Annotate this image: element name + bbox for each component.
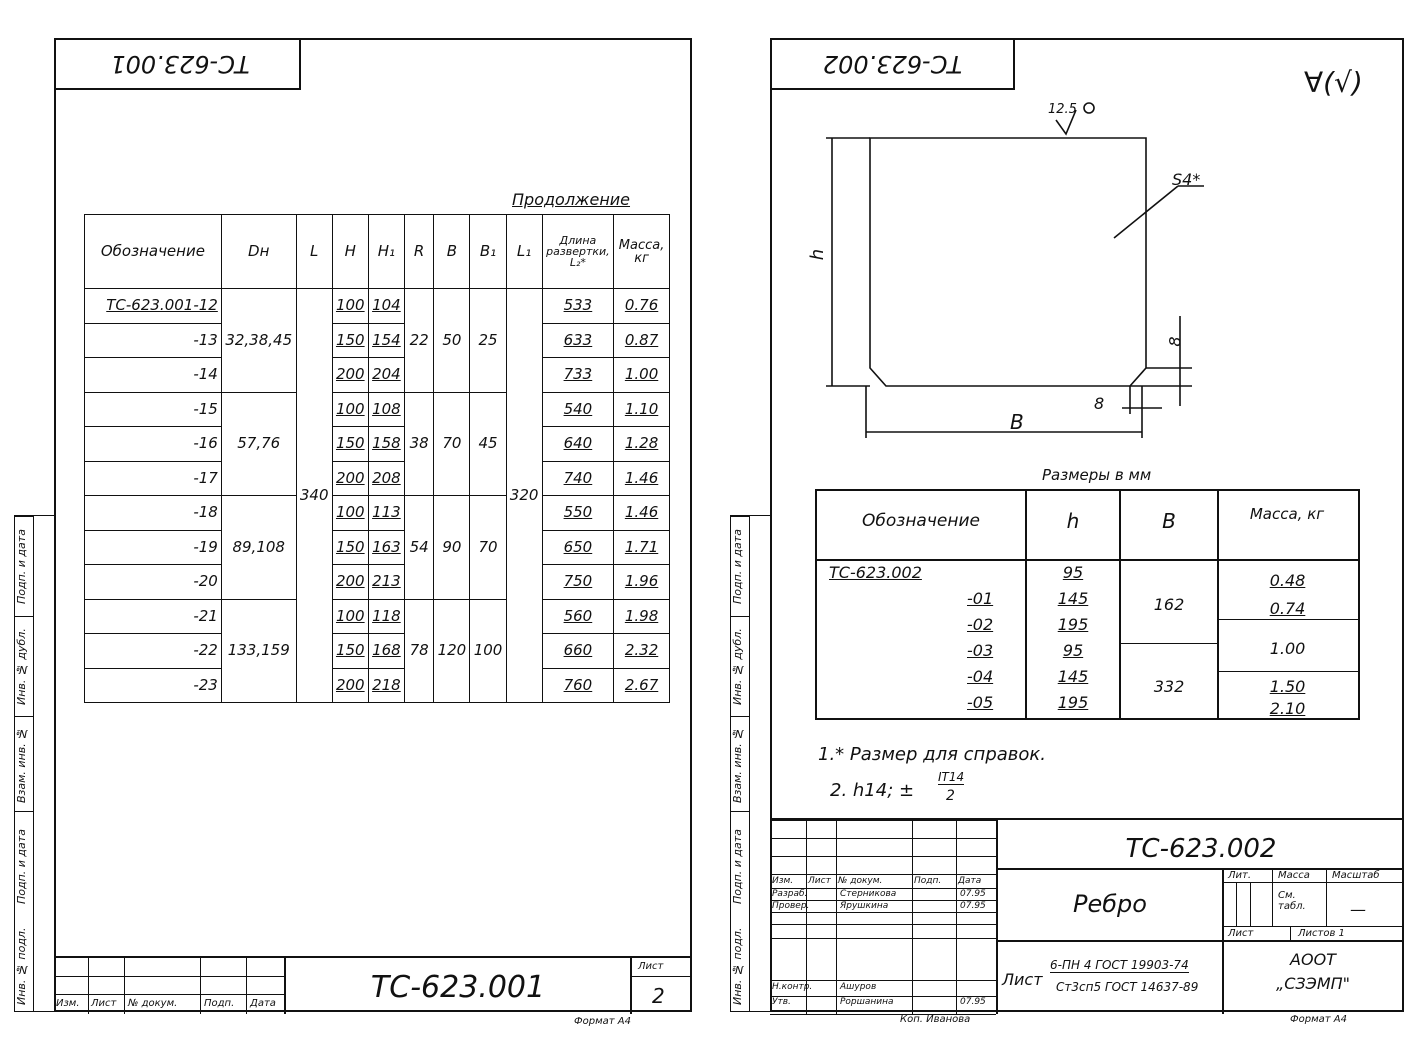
- rt-row-designation: -03: [967, 641, 994, 660]
- cell-dn: 89,108: [221, 496, 296, 600]
- left-side-label-1: Подп. и дата: [15, 516, 33, 617]
- tb-org1: АООТ: [1290, 950, 1336, 969]
- tb-code: ТС-623.002: [1125, 834, 1277, 864]
- cell-h1: 154: [368, 323, 404, 358]
- tb-mass-col: [1272, 868, 1273, 926]
- rt-row-h: 95: [1062, 563, 1084, 582]
- rib-dim-8-vertical: 8: [1165, 336, 1185, 347]
- cell-h: 100: [332, 496, 368, 531]
- tb-col-label: Дата: [958, 876, 982, 886]
- right-code-box-text: ТС-623.002: [822, 50, 963, 78]
- dims-caption: Размеры в мм: [1042, 466, 1152, 484]
- cell-h: 150: [332, 427, 368, 462]
- cell-designation: -15: [85, 392, 222, 427]
- tb-row-line: [770, 874, 996, 875]
- cell-l2: 560: [542, 599, 613, 634]
- rt-row-designation: -05: [967, 693, 994, 712]
- tb-mass-label: Масса: [1278, 870, 1310, 881]
- rt-header-b: B: [1162, 509, 1176, 533]
- tb-row-line: [770, 938, 996, 939]
- table-row: [85, 358, 670, 393]
- table-row: [85, 496, 670, 531]
- cell-L: 340: [296, 289, 332, 703]
- cell-designation: -23: [85, 668, 222, 703]
- tb-sheet: Лист: [1228, 928, 1254, 939]
- cell-h1: 204: [368, 358, 404, 393]
- left-stamp-sheet-label: Лист: [638, 961, 664, 972]
- rt-b-group-line: [1119, 643, 1217, 644]
- cell-designation: -19: [85, 530, 222, 565]
- cell-h: 200: [332, 358, 368, 393]
- tb-sheet-col: [1290, 926, 1291, 940]
- cell-mass: 2.67: [614, 668, 670, 703]
- rib-dim-8-horizontal: 8: [1094, 394, 1105, 413]
- tb-row-line: [770, 924, 996, 925]
- cell-h1: 213: [368, 565, 404, 600]
- cell-designation: -20: [85, 565, 222, 600]
- cell-dn: 133,159: [221, 599, 296, 703]
- rt-row-h: 145: [1057, 589, 1089, 608]
- cell-r: 22: [404, 289, 433, 393]
- cell-designation: -18: [85, 496, 222, 531]
- right-format: Формат А4: [1290, 1014, 1347, 1025]
- right-side-label-4: Подп. и дата: [731, 811, 749, 922]
- left-stamp-sheet-sep: [630, 958, 632, 1014]
- tb-col-label: Изм.: [772, 876, 794, 886]
- stamp-col-line: [88, 958, 89, 1014]
- rib-drawing: [800, 96, 1220, 446]
- cell-h: 150: [332, 323, 368, 358]
- cell-mass: 0.87: [614, 323, 670, 358]
- cell-b: 50: [434, 289, 470, 393]
- tb-role: Разраб.: [772, 889, 808, 899]
- table-row: [85, 668, 670, 703]
- rt-mass-line-2: [1217, 671, 1358, 672]
- cell-l2: 660: [542, 634, 613, 669]
- tb-col-line: [956, 820, 957, 1014]
- tb-sheet-line-2: [1222, 940, 1404, 941]
- table-row: [85, 289, 670, 324]
- cell-h: 200: [332, 565, 368, 600]
- tb-title: Ребро: [1073, 890, 1147, 918]
- cell-L1: 320: [506, 289, 542, 703]
- note-1: 1.* Размер для справок.: [818, 744, 1046, 765]
- tb-material-top: 6-ПН 4 ГОСТ 19903-74: [1050, 958, 1189, 972]
- tb-col-line: [912, 820, 913, 1014]
- col-h1: H₁: [368, 215, 404, 289]
- left-stamp: [54, 956, 692, 1014]
- rib-roughness-mark: 12.5: [1048, 102, 1077, 117]
- left-stamp-sheet-line: [632, 976, 692, 977]
- right-side-label-3: Взам. инв. №: [731, 716, 749, 812]
- tb-sheets: Листов 1: [1298, 928, 1345, 939]
- tb-lit-col: [1236, 882, 1237, 926]
- rt-mass-line-1: [1217, 619, 1358, 620]
- cell-h1: 168: [368, 634, 404, 669]
- rt-mass-2: 0.74: [1269, 599, 1306, 618]
- cell-l2: 760: [542, 668, 613, 703]
- cell-mass: 1.00: [614, 358, 670, 393]
- cell-designation: ТС-623.001-12: [85, 289, 222, 324]
- col-dn: Dн: [221, 215, 296, 289]
- cell-mass: 2.32: [614, 634, 670, 669]
- tb-lit: Лит.: [1228, 870, 1252, 881]
- roughness-circle: [1084, 103, 1094, 113]
- cell-l2: 550: [542, 496, 613, 531]
- cell-h: 150: [332, 634, 368, 669]
- cell-designation: -16: [85, 427, 222, 462]
- col-b1: B₁: [470, 215, 506, 289]
- cell-h: 200: [332, 668, 368, 703]
- cell-mass: 1.71: [614, 530, 670, 565]
- table-row: [85, 392, 670, 427]
- cell-designation: -17: [85, 461, 222, 496]
- tb-lit-col: [1250, 882, 1251, 926]
- col-l1: L₁: [506, 215, 542, 289]
- note-2: 2. h14; ±: [830, 780, 915, 801]
- left-side-label-5: Инв. № подл.: [15, 927, 28, 1005]
- cell-h1: 118: [368, 599, 404, 634]
- cell-l2: 533: [542, 289, 613, 324]
- cell-designation: -21: [85, 599, 222, 634]
- stamp-col-label: Лист: [91, 998, 117, 1009]
- col-l: L: [296, 215, 332, 289]
- rt-row-h: 195: [1057, 693, 1089, 712]
- cell-l2: 750: [542, 565, 613, 600]
- cell-h: 100: [332, 392, 368, 427]
- cell-r: 54: [404, 496, 433, 600]
- tb-scale-val: —: [1350, 900, 1366, 919]
- cell-dn: 32,38,45: [221, 289, 296, 393]
- cell-h1: 158: [368, 427, 404, 462]
- cell-h1: 113: [368, 496, 404, 531]
- cell-l2: 740: [542, 461, 613, 496]
- right-side-label-5: Инв. № подл.: [731, 927, 744, 1005]
- tb-name: Стерникова: [840, 889, 897, 899]
- tb-col-label: Подп.: [914, 876, 942, 886]
- cell-h1: 218: [368, 668, 404, 703]
- tb-col-line: [836, 820, 837, 1014]
- rt-b-group-2: 332: [1153, 677, 1185, 696]
- tb-material-bottom: Ст3сп5 ГОСТ 14637-89: [1056, 980, 1199, 994]
- rt-header-h: h: [1066, 509, 1080, 533]
- tb-role: Утв.: [772, 997, 791, 1007]
- stamp-col-line: [200, 958, 201, 1014]
- rt-row-designation: -01: [967, 589, 994, 608]
- rt-row-designation: ТС-623.002: [829, 563, 922, 582]
- table-row: [85, 323, 670, 358]
- rib-dim-h: h: [807, 248, 829, 261]
- left-code-box-text: ТС-623.001: [110, 50, 250, 78]
- rt-header-line: [817, 559, 1358, 561]
- cell-b: 120: [434, 599, 470, 703]
- tb-name: Ашуров: [840, 982, 877, 992]
- tb-date: 07.95: [960, 901, 986, 911]
- table-row: [85, 634, 670, 669]
- col-mass: Масса, кг: [614, 215, 670, 289]
- cell-b: 90: [434, 496, 470, 600]
- tb-copied-label: Коп.: [900, 1014, 923, 1025]
- cell-b1: 100: [470, 599, 506, 703]
- tb-row-line: [770, 856, 996, 857]
- cell-l2: 633: [542, 323, 613, 358]
- left-spec-body: [85, 289, 670, 703]
- cell-mass: 1.46: [614, 496, 670, 531]
- tb-col-label: Лист: [808, 876, 831, 886]
- tb-col-label: № докум.: [838, 876, 883, 886]
- tb-role: Провер.: [772, 901, 810, 911]
- rt-row-h: 195: [1057, 615, 1089, 634]
- left-format: Формат А4: [574, 1016, 631, 1027]
- left-stamp-code: ТС-623.001: [370, 970, 546, 1005]
- left-spec-table: [84, 214, 670, 703]
- cell-l2: 540: [542, 392, 613, 427]
- tb-scale-label: Масштаб: [1332, 870, 1380, 881]
- stamp-col-label: Дата: [250, 998, 276, 1009]
- roughness-symbol: ∀(√): [1304, 66, 1363, 99]
- tb-material-label: Лист: [1002, 970, 1043, 989]
- tb-mass-val: См. табл.: [1278, 890, 1306, 912]
- tb-row-line: [770, 980, 996, 981]
- left-side-label-2: Инв. № дубл.: [15, 616, 33, 717]
- right-side-label-2: Инв. № дубл.: [731, 616, 749, 717]
- tb-sheet-line: [1222, 926, 1404, 927]
- cell-l2: 640: [542, 427, 613, 462]
- note-2-denominator: 2: [946, 788, 955, 804]
- tb-row-line: [770, 912, 996, 913]
- left-stamp-grid: [54, 958, 284, 1014]
- tb-date: 07.95: [960, 889, 986, 899]
- rt-header-designation: Обозначение: [862, 511, 980, 531]
- cell-mass: 1.96: [614, 565, 670, 600]
- table-row: [85, 461, 670, 496]
- right-side-divider: [749, 516, 750, 1011]
- tb-row-line: [770, 838, 996, 839]
- rt-mass-5: 2.10: [1269, 699, 1306, 718]
- cell-mass: 1.28: [614, 427, 670, 462]
- right-side-strip: [730, 515, 770, 1012]
- cell-h1: 104: [368, 289, 404, 324]
- cell-designation: -22: [85, 634, 222, 669]
- cell-l2: 650: [542, 530, 613, 565]
- cell-b1: 25: [470, 289, 506, 393]
- tb-copied-by: Иванова: [926, 1014, 971, 1025]
- tb-org2: „СЗЭМП": [1275, 974, 1351, 993]
- rt-header-mass: Масса, кг: [1249, 505, 1325, 523]
- tb-date: 07.95: [960, 997, 986, 1007]
- rt-row-designation: -02: [967, 615, 994, 634]
- note-2-numerator: IT14: [938, 770, 965, 784]
- cell-mass: 0.76: [614, 289, 670, 324]
- continuation-label: Продолжение: [512, 190, 631, 209]
- col-l2: Длина развертки, L₂*: [542, 215, 613, 289]
- cell-r: 78: [404, 599, 433, 703]
- cell-b: 70: [434, 392, 470, 496]
- rt-mass-1: 0.48: [1269, 571, 1306, 590]
- col-b: B: [434, 215, 470, 289]
- cell-b1: 70: [470, 496, 506, 600]
- cell-h1: 163: [368, 530, 404, 565]
- rt-row-h: 145: [1057, 667, 1089, 686]
- rt-mass-4: 1.50: [1269, 677, 1306, 696]
- rt-b-group-1: 162: [1153, 595, 1185, 614]
- tb-scale-col: [1326, 868, 1327, 926]
- stamp-col-label: Подп.: [204, 998, 235, 1009]
- rt-mass-3: 1.00: [1269, 639, 1306, 658]
- cell-r: 38: [404, 392, 433, 496]
- stamp-col-label: Изм.: [56, 998, 80, 1009]
- cell-h1: 208: [368, 461, 404, 496]
- cell-l2: 733: [542, 358, 613, 393]
- cell-h: 100: [332, 289, 368, 324]
- tb-left-grid: [770, 820, 996, 1014]
- cell-h: 100: [332, 599, 368, 634]
- cell-h: 150: [332, 530, 368, 565]
- col-designation: Обозначение: [85, 215, 222, 289]
- stamp-col-label: № докум.: [128, 998, 178, 1009]
- left-side-divider: [33, 516, 34, 1011]
- left-side-label-4: Подп. и дата: [15, 811, 33, 922]
- stamp-col-line: [246, 958, 247, 1014]
- table-row: [85, 427, 670, 462]
- table-row: [85, 565, 670, 600]
- stamp-col-line: [124, 958, 125, 1014]
- table-row: [85, 599, 670, 634]
- left-side-strip: [14, 515, 54, 1012]
- col-h: H: [332, 215, 368, 289]
- left-side-label-3: Взам. инв. №: [15, 716, 33, 812]
- rt-row-designation: -04: [967, 667, 994, 686]
- rib-thickness-label: S4*: [1172, 170, 1201, 189]
- tb-row-line: [770, 820, 996, 821]
- rt-row-h: 95: [1062, 641, 1084, 660]
- table-row: [85, 530, 670, 565]
- left-spec-header: [85, 215, 670, 289]
- left-stamp-sheet-no: 2: [652, 984, 665, 1008]
- cell-mass: 1.10: [614, 392, 670, 427]
- right-side-label-1: Подп. и дата: [731, 516, 749, 617]
- right-title-block: [770, 818, 1404, 1014]
- cell-designation: -14: [85, 358, 222, 393]
- cell-b1: 45: [470, 392, 506, 496]
- tb-name: Ярушкина: [840, 901, 889, 911]
- cell-dn: 57,76: [221, 392, 296, 496]
- cell-designation: -13: [85, 323, 222, 358]
- tb-role: Н.контр.: [772, 982, 813, 992]
- cell-mass: 1.98: [614, 599, 670, 634]
- rib-outline: [870, 138, 1146, 386]
- cell-h1: 108: [368, 392, 404, 427]
- rib-dim-b: B: [1010, 410, 1024, 434]
- cell-mass: 1.46: [614, 461, 670, 496]
- tb-copied: [900, 1014, 970, 1025]
- tb-name: Роршанина: [840, 997, 894, 1007]
- right-spec-table: [815, 489, 1360, 720]
- cell-h: 200: [332, 461, 368, 496]
- col-r: R: [404, 215, 433, 289]
